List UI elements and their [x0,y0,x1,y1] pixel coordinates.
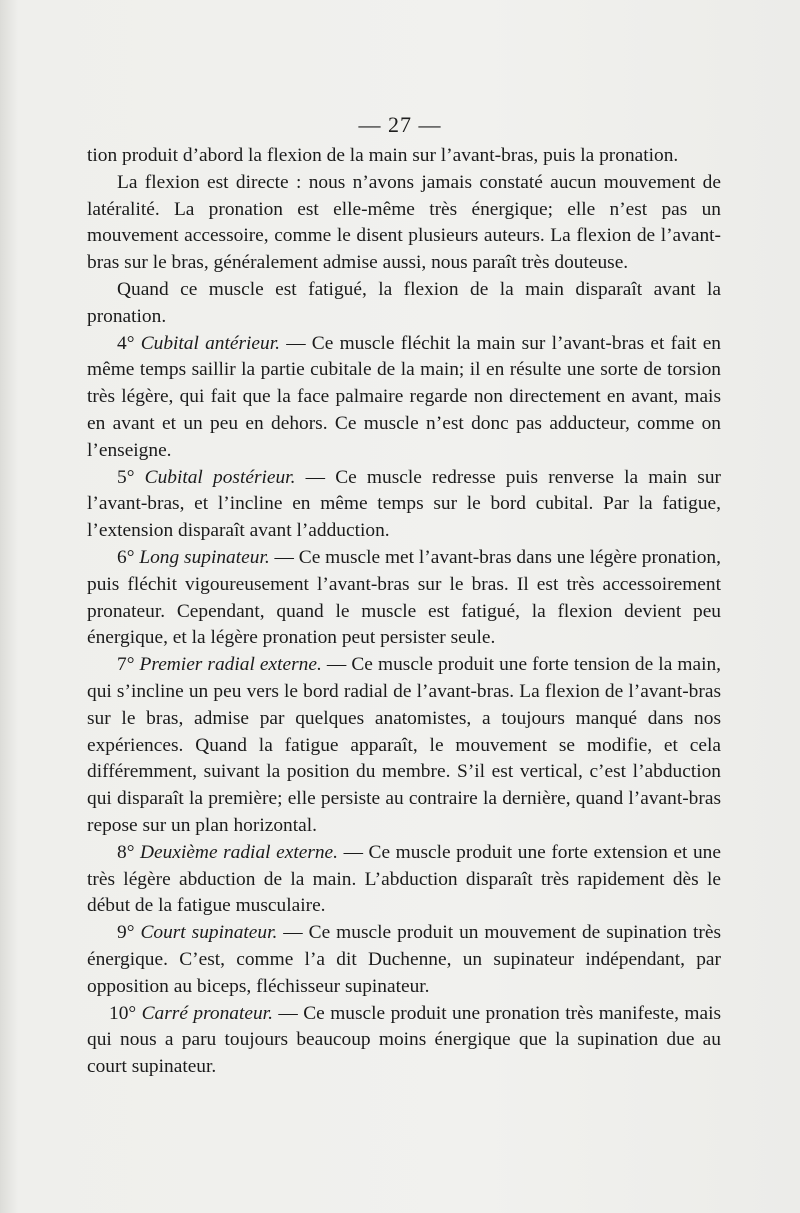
paragraph-cubital-posterieur [87,465,721,545]
paragraph-text: — Ce muscle produit une forte extension et une très légère abduction de la main. L’abduction disparaît très rapidement dès le début de la fatigue musculaire. [87,841,721,917]
paragraph-flexion [87,170,721,277]
paragraph-carre-pronateur [87,1001,721,1081]
muscle-title: Cubital postérieur. [144,466,296,488]
paragraph-text: — Ce muscle produit une pronation très manifeste, mais qui nous a paru toujours beaucoup moins énergique que la supination due au court supinateur. [87,1002,722,1078]
paragraph-cubital-anterieur [87,331,721,465]
muscle-title: Long supinateur. [139,546,270,568]
paragraph-long-supinateur [87,545,721,652]
paragraph-court-supinateur [87,920,721,1000]
body-text [87,143,721,1081]
muscle-title: Carré pronateur. [141,1002,273,1024]
page-number: — 27 — [358,112,442,137]
paragraph-text: — Ce muscle produit une forte tension de la main, qui s’incline un peu vers le bord radial de l’avant-bras. La flexion de l’avant-bras sur le bras, admise par quelques anatomistes, a toujours manqué dans nos expériences. Quand la fatigue apparaît, le mouvement se modifie, et cela différemment, suivant la position du membre. S’il est vertical, c’est l’abduction qui disparaît la première; elle persiste au contraire la dernière, quand l’avant-bras repose sur un plan horizontal. [87,654,721,836]
paragraph-text: La flexion est directe : nous n’avons jamais constaté aucun mouvement de latéralité. La pronation est elle-même très énergique; elle n’est pas un mouvement accessoire, comme le disent plusieurs auteurs. La flexion de l’avant-bras sur le bras, généralement admise aussi, nous paraît très douteuse. [87,171,721,274]
muscle-title: Premier radial externe. [139,654,322,676]
section-number: 4° [117,332,141,354]
paragraph-continuation [87,143,721,170]
muscle-title: Deuxième radial externe. [140,841,339,863]
section-number: 5° [117,466,145,488]
muscle-title: Court supinateur. [140,922,278,944]
paragraph-text: — Ce muscle fléchit la main sur l’avant-bras et fait en même temps saillir la partie cubitale de la main; il en résulte une sorte de torsion très légère, qui fait que la face palmaire regarde non directement en avant, mais en avant et un peu en dehors. Ce muscle n’est donc pas adducteur, comme on l’enseigne. [87,332,721,461]
paragraph-text: — Ce muscle redresse puis renverse la main sur l’avant-bras, et l’incline en même temps sur le bord cubital. Par la fatigue, l’extension disparaît avant l’adduction. [87,466,721,542]
paragraph-text: — Ce muscle met l’avant-bras dans une légère pronation, puis fléchit vigoureusement l’avant-bras sur le bras. Il est très accessoirement pronateur. Cependant, quand le muscle est fatigué, la flexion devient peu énergique, et la légère pronation peut persister seule. [87,546,721,649]
muscle-title: Cubital antérieur. [140,332,280,354]
paragraph-fatigue [87,277,721,331]
paragraph-text: tion produit d’abord la flexion de la main sur l’avant-bras, puis la pronation. [87,145,679,166]
paragraph-text: Quand ce muscle est fatigué, la flexion de la main disparaît avant la pronation. [87,278,721,327]
section-number: 9° [117,922,141,944]
section-number: 10° [109,1002,142,1024]
paragraph-text: — Ce muscle produit un mouvement de supination très énergique. C’est, comme l’a dit Duchenne, un supinateur indépendant, par opposition au biceps, fléchisseur supinateur. [87,922,721,997]
paragraph-deuxieme-radial-externe [87,840,721,920]
section-number: 7° [117,654,140,676]
section-number: 6° [117,546,140,568]
paragraph-premier-radial-externe [87,652,721,840]
section-number: 8° [117,841,141,863]
